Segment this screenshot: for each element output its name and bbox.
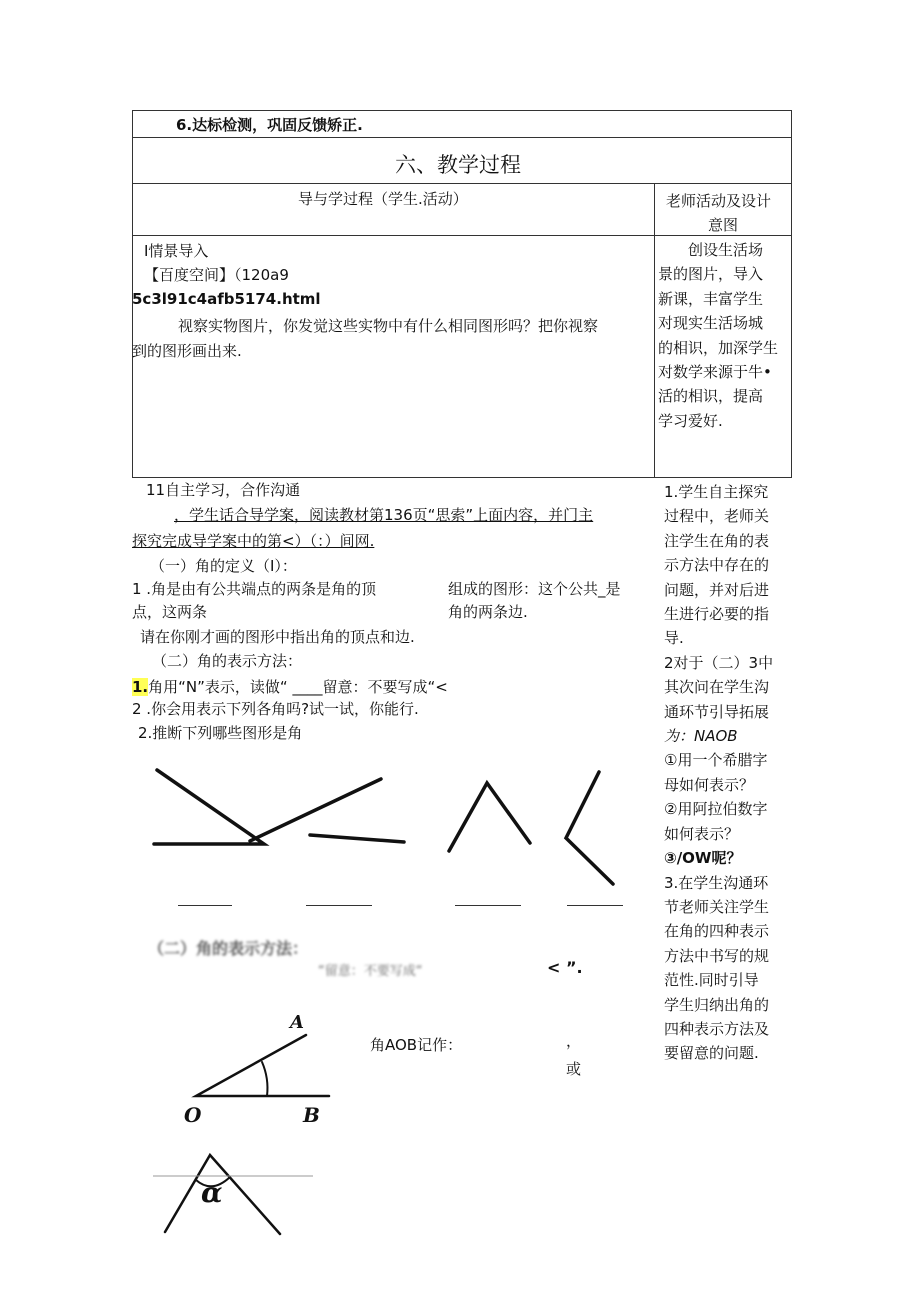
note-line: 如何表示？ [664, 824, 740, 843]
faded-heading: （二）角的表示方法： [148, 939, 309, 958]
label-alpha: α [201, 1176, 223, 1209]
link-line-1: 【百度空间】（120a9 [144, 266, 289, 284]
note-line: 过程中，老师关 [664, 507, 770, 526]
note-line: 1.学生自主探究 [664, 483, 769, 501]
self-study-intro-1: ，学生话合导学案，阅读教材第136页“思索”上面内容，并门主 [174, 506, 594, 524]
figure-angle-3 [449, 783, 530, 851]
figure-open-lines-b [310, 835, 404, 842]
note-line: 节老师关注学生 [664, 897, 770, 916]
aob-notation: 角AOB记作： [370, 1036, 463, 1054]
note-line: ①用一个希腊字 [664, 751, 768, 770]
note-line: 3.在学生沟通环 [664, 873, 769, 892]
situation-paragraph-2: 到的图形画出来. [132, 342, 242, 360]
note-line: ②用阿拉伯数字 [664, 800, 768, 819]
label-b: B [303, 1103, 320, 1127]
note-line: 创设生活场 [688, 241, 764, 259]
right-column-header: 老师活动及设计 [666, 192, 772, 210]
figure-open-lines-a [250, 779, 381, 841]
note-line: 的相识，加深学生 [658, 338, 779, 357]
note-line: 示方法中存在的 [664, 556, 770, 575]
faded-note: “留意：不要写成“ [318, 964, 423, 979]
item-text: 角用“N”表示，读做“ ____留意：不要写成“< [148, 678, 448, 696]
note-line: 学习爱好. [658, 411, 723, 430]
note-line: ③/OW呢？ [664, 849, 742, 868]
note-line: 问题，并对后进 [664, 580, 770, 599]
answer-blank[interactable] [455, 905, 521, 906]
note-line: 通环节引导拓展 [664, 702, 770, 721]
figure-angle-1 [154, 770, 264, 844]
note-line: 学生归纳出角的 [664, 995, 770, 1014]
self-study-title: 11自主学习，合作沟通 [146, 481, 301, 499]
definition-left-2: 点，这两条 [132, 603, 208, 621]
answer-blank[interactable] [567, 905, 623, 906]
definition-heading: （一）角的定义（I）： [150, 557, 297, 575]
note-line: 要留意的问题. [664, 1044, 759, 1063]
header-row-text: 6.达标检测，巩固反馈矫正. [176, 116, 363, 134]
note-line: 四种表示方法及 [664, 1019, 770, 1038]
note-line: 其次问在学生沟 [664, 678, 770, 697]
definition-left-1: 1 .角是由有公共端点的两条是角的顶 [132, 580, 377, 598]
note-line: 对数学来源于牛• [658, 363, 772, 382]
section-title: 六、教学过程 [395, 153, 521, 177]
situation-title: I情景导入 [144, 242, 209, 260]
note-line: 母如何表示？ [664, 775, 755, 794]
judge-angles-prompt: 2.推断下列哪些图形是角 [138, 724, 303, 742]
aob-or: 或 [566, 1060, 582, 1078]
link-line-2: 5c3l91c4afb5174.html [132, 290, 321, 308]
note-line: 导. [664, 629, 684, 648]
answer-blank[interactable] [306, 905, 372, 906]
figure-angle-4 [566, 772, 613, 884]
note-line: 注学生在角的表 [664, 531, 770, 550]
right-column-header-2: 意图 [708, 216, 739, 234]
definition-right-1: 组成的图形：这个公共_是 [448, 580, 621, 598]
situation-paragraph-1: 视察实物图片，你发觉这些实物中有什么相同图形吗？把你视察 [178, 317, 599, 335]
representation-heading: （二）角的表示方法： [152, 652, 303, 670]
label-a: A [290, 1012, 304, 1033]
note-line: 2对于（二）3中 [664, 653, 774, 672]
point-out-instruction: 请在你刚才画的图形中指出角的顶点和边. [140, 628, 415, 646]
note-line: 对现实生活场城 [658, 314, 764, 333]
answer-blank[interactable] [178, 905, 232, 906]
item-number: 1. [132, 678, 149, 696]
note-line: 在角的四种表示 [664, 922, 770, 941]
faded-symbol: < ”. [547, 958, 583, 977]
note-line: 范性.同时引导 [664, 971, 759, 990]
note-line: 方法中书写的规 [664, 946, 770, 965]
note-line: 景的图片，导入 [658, 265, 764, 284]
left-column-header: 导与学过程（学生.活动） [298, 190, 468, 208]
note-line: 活的相识，提高 [658, 387, 764, 406]
note-line: 为：NAOB [664, 727, 738, 746]
note-line: 生进行必要的指 [664, 605, 770, 624]
self-study-intro-2: 探究完成导学案中的第<）（：）间网. [132, 532, 375, 550]
note-line: 新课，丰富学生 [658, 289, 764, 308]
angle-aob-arc [262, 1062, 267, 1096]
representation-item-2: 2 .你会用表示下列各角吗?试一试，你能行. [132, 700, 419, 718]
definition-right-2: 角的两条边. [448, 603, 528, 621]
aob-comma: ， [566, 1032, 582, 1050]
label-o: O [184, 1103, 202, 1127]
